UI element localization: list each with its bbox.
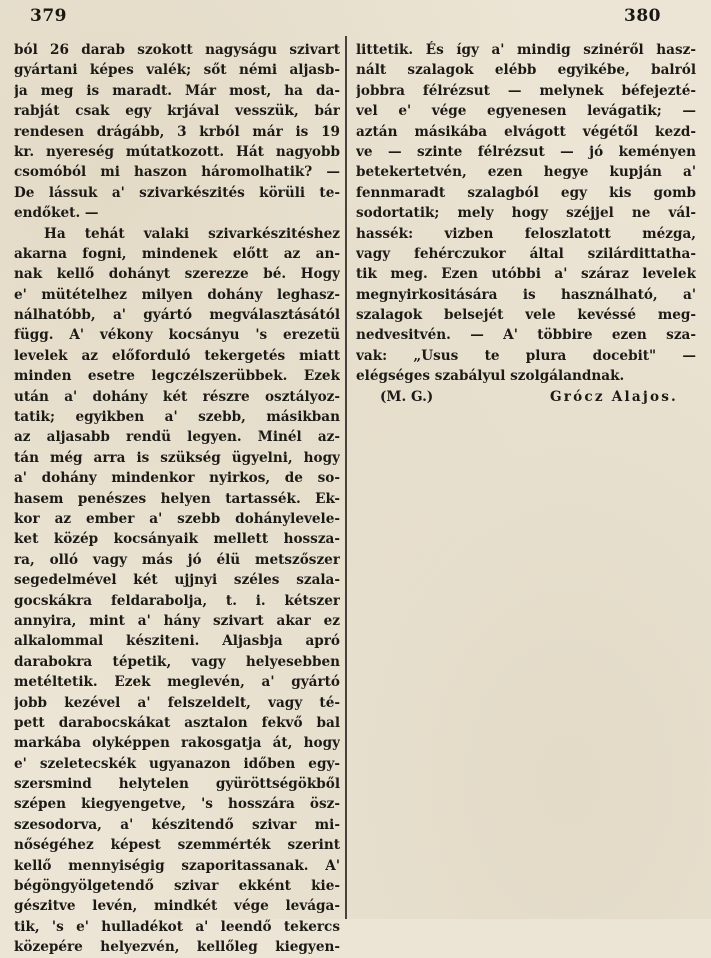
text-line: után a' dohány két részre osztályoz-	[14, 388, 340, 405]
text-line: nak kellő dohányt szerezze bé. Hogy	[14, 266, 340, 283]
text-line: tik, 's e' hulladékot a' leendő tekercs	[14, 918, 340, 935]
text-line: csomóból mi haszon háromolhatik? —	[14, 164, 340, 181]
text-line: markába olyképpen rakosgatja át, hogy	[14, 735, 340, 752]
text-line: ra, olló vagy más jó élü metszőszer	[14, 551, 340, 568]
text-line: hasem penészes helyen tartassék. Ek-	[14, 490, 340, 507]
signature-line	[356, 387, 696, 407]
text-line: De lássuk a' szivarkészités körüli te-	[14, 184, 340, 201]
text-line: gyártani képes valék; sőt némi aljasb-	[14, 62, 340, 79]
text-line: tán még arra is szükség ügyelni, hogy	[14, 449, 340, 466]
text-line: metéltetik. Ezek meglevén, a' gyártó	[14, 674, 340, 691]
text-line: a' dohány mindenkor nyirkos, de so-	[14, 470, 340, 487]
text-line: rendesen drágább, 3 krból már is 19	[14, 123, 340, 140]
text-line: nőségéhez képest szemmérték szerint	[14, 837, 340, 854]
signature-author: Grócz Alajos.	[549, 388, 678, 405]
text-line: segedelmével két ujjnyi széles szala-	[14, 572, 340, 589]
text-line: függ. A' vékony kocsányu 's erezetü	[14, 327, 340, 344]
text-line: vagy fehérczukor által szilárdittatha-	[356, 245, 696, 262]
right-page-number: 380	[624, 6, 661, 26]
text-line: fennmaradt szalagból egy kis gomb	[356, 184, 696, 201]
text-line: levelek az előforduló tekergetés miatt	[14, 347, 340, 364]
text-line: akarna fogni, mindenek előtt az an-	[14, 245, 340, 262]
text-line: szalagok belsejét vele kevéssé meg-	[356, 307, 696, 324]
text-line: megnyirkositására is használható, a'	[356, 286, 696, 303]
text-line: rabját csak egy krjával vesszük, bár	[14, 103, 340, 120]
text-line: alkalommal késziteni. Aljasbja apró	[14, 633, 340, 650]
text-line: aztán másikába elvágott végétől kezd-	[356, 123, 696, 140]
text-line: ból 26 darab szokott nagyságu szivart	[14, 42, 340, 58]
text-line: nálhatóbb, a' gyártó megválasztásától	[14, 307, 340, 324]
text-line: kellő mennyiségig szaporitassanak. A'	[14, 857, 340, 874]
text-line: e' szeletecskék ugyanazon időben egy-	[14, 755, 340, 772]
text-line: sodortatik; mely hogy széjjel ne vál-	[356, 205, 696, 222]
text-line: tik meg. Ezen utóbbi a' száraz levelek	[356, 266, 696, 283]
right-text-column	[356, 40, 696, 407]
text-line: minden esetre legczélszerübbek. Ezek	[14, 368, 340, 385]
text-line: annyira, mint a' hány szivart akar ez	[14, 612, 340, 629]
text-line: gocskákra feldarabolja, t. i. kétszer	[14, 592, 340, 609]
text-line: bégöngyölgetendő szivar ekként kie-	[14, 878, 340, 895]
text-line: szersmind helytelen gyüröttségökből	[14, 776, 340, 793]
paragraph-start-line: Ha tehát valaki szivarkészitéshez	[44, 225, 340, 242]
text-line: közepére helyezvén, kellőleg kiegyen-	[14, 939, 340, 956]
column-divider	[345, 36, 347, 919]
text-line: elégséges szabályul szolgálandnak.	[356, 368, 625, 385]
text-line: nedvesitvén. — A' többire ezen sza-	[356, 327, 696, 344]
text-line: jobbra félrézsut — melynek béfejezté-	[356, 82, 696, 99]
text-line: littetik. És így a' mindig szinéről hasz-	[356, 42, 696, 58]
text-line: ve — szinte félrézsut — jó keményen	[356, 143, 696, 160]
text-line: szesodorva, a' készitendő szivar mi-	[14, 816, 340, 833]
text-line: endőket. —	[14, 205, 99, 222]
left-page-number: 379	[30, 6, 67, 26]
text-line: tatik; egyikben a' szebb, másikban	[14, 409, 340, 426]
text-line: hassék: vizben feloszlatott mézga,	[356, 225, 696, 242]
text-line: gészitve levén, mindkét vége levága-	[14, 898, 340, 915]
text-line: jobb kezével a' felszeldelt, vagy té-	[14, 694, 340, 711]
text-line: szépen kiegyengetve, 's hosszára ösz-	[14, 796, 340, 813]
left-text-column	[14, 40, 340, 958]
text-line: kr. nyereség mútatkozott. Hát nagyobb	[14, 143, 340, 160]
quote-line: vak: „Usus te plura docebit" —	[356, 347, 696, 364]
signature-initials: (M. G.)	[380, 388, 434, 405]
text-line: ja meg is maradt. Már most, ha da-	[14, 82, 340, 99]
text-line: kor az ember a' szebb dohánylevele-	[14, 510, 340, 527]
text-line: e' mütételhez milyen dohány leghasz-	[14, 286, 340, 303]
text-line: darabokra tépetik, vagy helyesebben	[14, 653, 340, 670]
text-line: az aljasabb rendü legyen. Minél az-	[14, 429, 340, 446]
text-line: nált szalagok elébb egyikébe, balról	[356, 62, 696, 79]
text-line: betekertetvén, ezen hegye kupján a'	[356, 164, 696, 181]
text-line: pett darabocskákat asztalon fekvő bal	[14, 714, 340, 731]
text-line: vel e' vége egyenesen levágatik; —	[356, 103, 696, 120]
text-line: ket közép kocsányaik mellett hossza-	[14, 531, 340, 548]
